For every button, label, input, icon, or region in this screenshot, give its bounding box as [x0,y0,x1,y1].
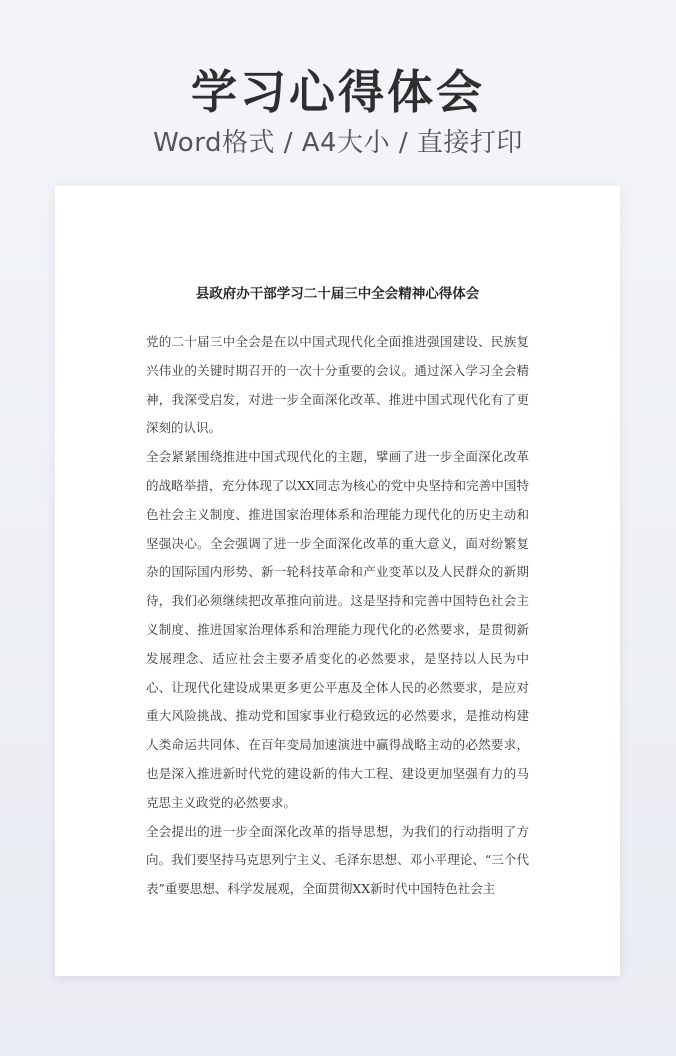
document-title: 县政府办干部学习二十届三中全会精神心得体会 [195,286,480,302]
paragraph-1: 党的二十届三中全会是在以中国式现代化全面推进强国建设、民族复兴伟业的关键时期召开的一次十分重要的会议。通过深入学习全会精神，我深受启发，对进一步全面深化改革、推进中国式现代化有了更深刻的认识。 [146,334,529,436]
banner-title: 学习心得体会 [191,65,485,119]
banner-subtitle: Word格式 / A4大小 / 直接打印 [153,128,523,158]
document-page [55,186,620,976]
banner [0,62,676,160]
paragraph-3: 全会提出的进一步全面深化改革的指导思想，为我们的行动指明了方向。我们要坚持马克思列宁主义、毛泽东思想、邓小平理论、“三个代表”重要思想、科学发展观，全面贯彻XX新时代中国特色社会主 [146,823,529,897]
paragraph-2: 全会紧紧围绕推进中国式现代化的主题，擘画了进一步全面深化改革的战略举措，充分体现了以XX同志为核心的党中央坚持和完善中国特色社会主义制度、推进国家治理体系和治理能力现代化的历史主动和坚强决心。全会强调了进一步全面深化改革的重大意义，面对纷繁复杂的国际国内形势、新一轮科技革命和产业变革以及人民群众的新期待，我们必须继续把改革推向前进。这是坚持和完善中国特色社会主义制度、推进国家治理体系和治理能力现代化的必然要求，是贯彻新发展理念、适应社会主要矛盾变化的必然要求，是坚持以人民为中心、让现代化建设成果更多更公平惠及全体人民的必然要求，是应对重大风险挑战、推动党和国家事业行稳致远的必然要求，是推动构建人类命运共同体、在百年变局加速演进中赢得战略主动的必然要求，也是深入推进新时代党的建设新的伟大工程、建设更加坚强有力的马克思主义政党的必然要求。 [146,449,529,810]
